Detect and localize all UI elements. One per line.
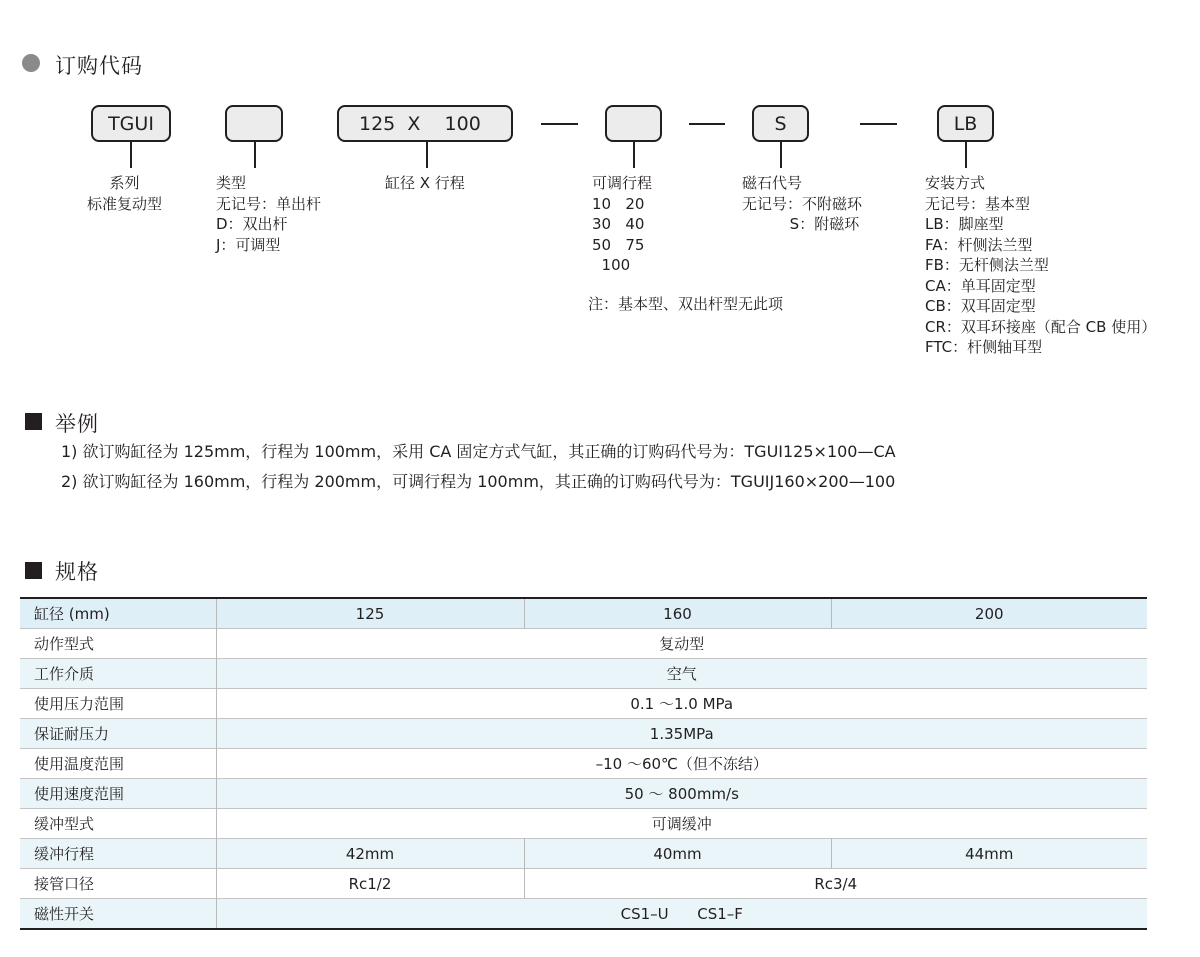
row-label: 缓冲型式 [20,809,216,839]
table-cell: 复动型 [659,635,705,653]
table-cell: 空气 [666,665,697,683]
table-row [20,779,1147,809]
row-label: 缸径 (mm) [20,598,216,629]
connector-dash [860,123,897,125]
row-label: 工作介质 [20,659,216,689]
example-title: 举例 [55,412,99,436]
table-cell: Rc1/2 [216,869,524,899]
row-label: 保证耐压力 [20,719,216,749]
bore-stroke-box: 125 X 100 [337,105,513,142]
leader-line [633,141,635,168]
row-label: 使用压力范围 [20,689,216,719]
table-row [20,719,1147,749]
table-row [20,749,1147,779]
adj-stroke-box [605,105,662,142]
section-square-icon [25,562,42,579]
row-label: 动作型式 [20,629,216,659]
table-cell: –10 ～60℃（但不冻结） [595,755,768,773]
table-cell: 40mm [524,839,831,869]
table-row [20,839,1147,869]
table-cell: 0.1 ～1.0 MPa [630,695,734,713]
mount-label: 安装方式 无记号：基本型 LB：脚座型 FA：杆侧法兰型 FB：无杆侧法兰型 CA：单耳固定型 CB：双耳固定型 CR：双耳环接座（配合 CB 使用） FTC：杆侧轴耳型 [925,174,1157,356]
magnet-code-box: S [752,105,809,142]
magnet-label: 磁石代号 无记号：不附磁环 S：附磁环 [742,174,863,233]
connector-dash [689,123,725,125]
row-label: 磁性开关 [20,899,216,930]
leader-line [965,141,967,168]
section-square-icon [25,413,42,430]
series-label: 系列 标准复动型 [87,174,163,213]
row-label: 缓冲行程 [20,839,216,869]
mount-code-box: LB [937,105,994,142]
table-cell: 1.35MPa [649,724,714,743]
type-code-box [225,105,283,142]
table-cell: 50 ～ 800mm/s [624,785,739,803]
leader-line [426,141,428,168]
table-cell: 125 [216,598,524,629]
leader-line [780,141,782,168]
table-cell: 160 [524,598,831,629]
adj-stroke-label: 可调行程 10 20 30 40 50 75 100 [592,174,653,274]
bore-label: 缸径 X 行程 [385,174,465,192]
table-cell: 200 [974,604,1004,623]
table-row [20,869,1147,899]
spec-title: 规格 [55,560,99,584]
table-row [20,809,1147,839]
table-row [20,689,1147,719]
connector-dash [541,123,578,125]
table-row [20,899,1147,930]
adj-stroke-note: 注：基本型、双出杆型无此项 [588,295,784,313]
order-code-title: 订购代码 [55,54,143,78]
example-line: 2) 欲订购缸径为 160mm，行程为 200mm，可调行程为 100mm，其正确的订购码代号为：TGUIJ160×200—100 [61,472,896,491]
leader-line [254,141,256,168]
example-line: 1) 欲订购缸径为 125mm，行程为 100mm，采用 CA 固定方式气缸，其正确的订购码代号为：TGUI125×100—CA [61,442,896,461]
row-label: 接管口径 [20,869,216,899]
row-label: 使用速度范围 [20,779,216,809]
table-cell: 可调缓冲 [651,815,712,833]
row-label: 使用温度范围 [20,749,216,779]
table-cell: Rc3/4 [814,874,858,893]
table-cell: CS1–U CS1–F [620,904,743,923]
section-bullet-icon [22,54,40,72]
table-cell: 44mm [965,844,1014,863]
series-code-box: TGUI [91,105,171,142]
leader-line [130,141,132,168]
table-row [20,629,1147,659]
table-row [20,659,1147,689]
spec-table [20,597,1147,930]
type-label: 类型 无记号：单出杆 D：双出杆 J：可调型 [216,174,322,254]
table-cell: 42mm [216,839,524,869]
table-row [20,598,1147,629]
